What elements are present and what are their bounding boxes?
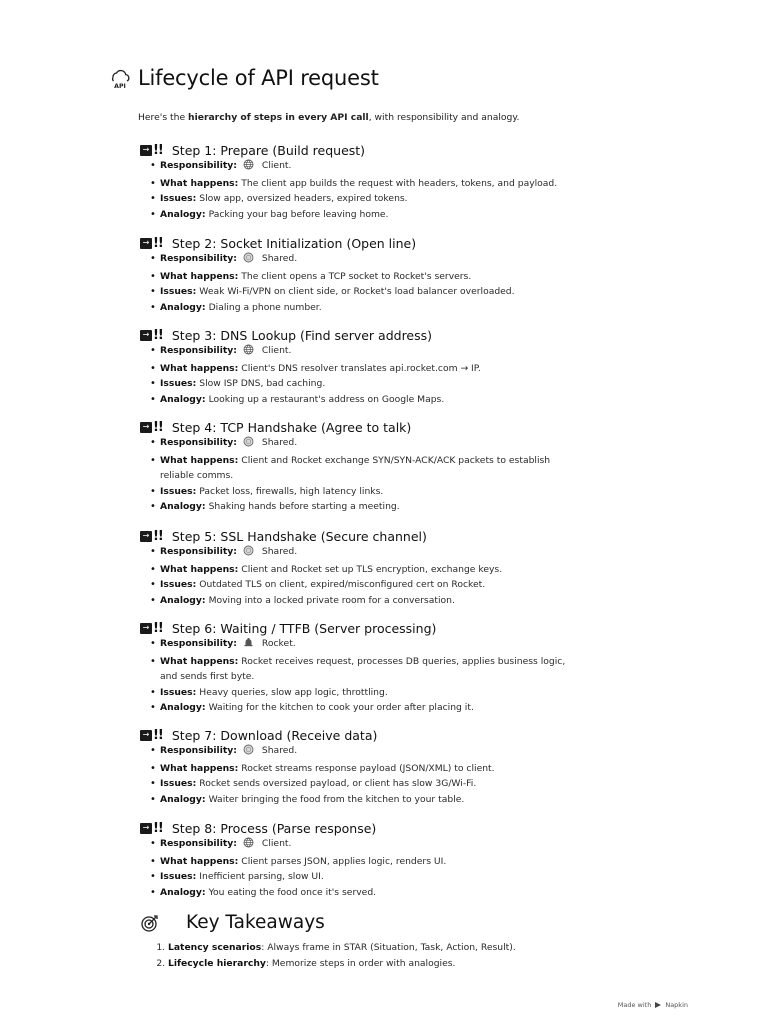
what-happens-item: • What happens: Rocket receives request, processes DB queries, applies business logic, and sends first byte. — [160, 654, 610, 685]
takeaways-header — [140, 912, 325, 933]
shared-circle-icon — [243, 252, 254, 269]
globe-icon — [243, 344, 254, 361]
step-7 — [140, 727, 610, 807]
step-heading — [140, 327, 610, 343]
what-happens-item: • What happens: Client and Rocket set up TLS encryption, exchange keys. — [160, 562, 610, 578]
step-title: Step 4: TCP Handshake (Agree to talk) — [171, 419, 412, 435]
responsibility-item: • Responsibility: Rocket. — [160, 636, 610, 654]
step-details — [140, 544, 610, 608]
step-8 — [140, 820, 610, 900]
intro-text: Here's the hierarchy of steps in every API call, with responsibility and analogy. — [138, 112, 520, 123]
arrow-right-icon: → — [140, 145, 152, 156]
step-title: Step 1: Prepare (Build request) — [171, 142, 366, 158]
analogy-item: • Analogy: Waiter bringing the food from the kitchen to your table. — [160, 792, 610, 808]
step-4 — [140, 419, 610, 515]
issues-item: • Issues: Slow app, oversized headers, expired tokens. — [160, 191, 610, 207]
shared-circle-icon — [243, 545, 254, 562]
what-happens-item: • What happens: The client app builds the request with headers, tokens, and payload. — [160, 176, 610, 192]
responsibility-item: • Responsibility: Client. — [160, 836, 610, 854]
issues-item: • Issues: Slow ISP DNS, bad caching. — [160, 376, 610, 392]
step-title: Step 6: Waiting / TTFB (Server processing) — [171, 620, 437, 636]
step-heading — [140, 528, 610, 544]
step-title: Step 2: Socket Initialization (Open line) — [171, 235, 417, 251]
svg-text:API: API — [114, 83, 126, 90]
step-title: Step 5: SSL Handshake (Secure channel) — [171, 528, 427, 544]
responsibility-item: • Responsibility: Client. — [160, 158, 610, 176]
footer-credit: Made with Napkin — [617, 1001, 688, 1009]
double-exclamation-icon: !! — [153, 142, 163, 158]
arrow-right-icon: → — [140, 823, 152, 834]
responsibility-item: • Responsibility: Shared. — [160, 743, 610, 761]
responsibility-item: • Responsibility: Shared. — [160, 544, 610, 562]
arrow-right-icon: → — [140, 422, 152, 433]
issues-item: • Issues: Outdated TLS on client, expired/misconfigured cert on Rocket. — [160, 577, 610, 593]
step-details — [140, 743, 610, 807]
globe-icon — [243, 159, 254, 176]
analogy-item: • Analogy: Waiting for the kitchen to cook your order after placing it. — [160, 700, 610, 716]
analogy-item: • Analogy: Looking up a restaurant's address on Google Maps. — [160, 392, 610, 408]
step-heading — [140, 620, 610, 636]
issues-item: • Issues: Inefficient parsing, slow UI. — [160, 869, 610, 885]
arrow-right-icon: → — [140, 623, 152, 634]
what-happens-item: • What happens: Client's DNS resolver translates api.rocket.com → IP. — [160, 361, 610, 377]
double-exclamation-icon: !! — [153, 327, 163, 343]
step-details — [140, 836, 610, 900]
takeaway-item: 1. Latency scenarios: Always frame in STAR (Situation, Task, Action, Result). — [168, 940, 516, 956]
responsibility-item: • Responsibility: Shared. — [160, 435, 610, 453]
step-heading — [140, 235, 610, 251]
step-1 — [140, 142, 610, 222]
double-exclamation-icon: !! — [153, 419, 163, 435]
title-row — [108, 66, 379, 90]
step-details — [140, 158, 610, 222]
step-heading — [140, 820, 610, 836]
double-exclamation-icon: !! — [153, 528, 163, 544]
arrow-right-icon: → — [140, 531, 152, 542]
step-heading — [140, 142, 610, 158]
what-happens-item: • What happens: Client and Rocket exchange SYN/SYN-ACK/ACK packets to establish reliable comms. — [160, 453, 610, 484]
bell-icon — [243, 637, 254, 654]
shared-circle-icon — [243, 436, 254, 453]
step-heading — [140, 727, 610, 743]
arrow-right-icon: → — [140, 730, 152, 741]
step-6 — [140, 620, 610, 716]
double-exclamation-icon: !! — [153, 235, 163, 251]
arrow-right-icon: → — [140, 330, 152, 341]
issues-item: • Issues: Heavy queries, slow app logic, throttling. — [160, 685, 610, 701]
shared-circle-icon — [243, 744, 254, 761]
cloud-api-icon — [108, 66, 132, 90]
globe-icon — [243, 837, 254, 854]
step-2 — [140, 235, 610, 315]
step-5 — [140, 528, 610, 608]
what-happens-item: • What happens: Rocket streams response payload (JSON/XML) to client. — [160, 761, 610, 777]
step-title: Step 3: DNS Lookup (Find server address) — [171, 327, 433, 343]
responsibility-item: • Responsibility: Client. — [160, 343, 610, 361]
what-happens-item: • What happens: The client opens a TCP socket to Rocket's servers. — [160, 269, 610, 285]
analogy-item: • Analogy: Dialing a phone number. — [160, 300, 610, 316]
step-title: Step 7: Download (Receive data) — [171, 727, 378, 743]
step-details — [140, 343, 610, 407]
analogy-item: • Analogy: Moving into a locked private room for a conversation. — [160, 593, 610, 609]
step-details — [140, 435, 610, 515]
issues-item: • Issues: Rocket sends oversized payload, or client has slow 3G/Wi-Fi. — [160, 776, 610, 792]
analogy-item: • Analogy: Packing your bag before leaving home. — [160, 207, 610, 223]
target-icon — [140, 913, 160, 933]
analogy-item: • Analogy: Shaking hands before starting a meeting. — [160, 499, 610, 515]
double-exclamation-icon: !! — [153, 620, 163, 636]
step-3 — [140, 327, 610, 407]
takeaway-item: 2. Lifecycle hierarchy: Memorize steps in order with analogies. — [168, 956, 516, 972]
step-heading — [140, 419, 610, 435]
step-details — [140, 636, 610, 716]
step-title: Step 8: Process (Parse response) — [171, 820, 377, 836]
responsibility-item: • Responsibility: Shared. — [160, 251, 610, 269]
double-exclamation-icon: !! — [153, 820, 163, 836]
takeaways-list — [148, 940, 516, 972]
takeaways-title: Key Takeaways — [186, 912, 325, 933]
analogy-item: • Analogy: You eating the food once it's served. — [160, 885, 610, 901]
issues-item: • Issues: Packet loss, firewalls, high latency links. — [160, 484, 610, 500]
step-details — [140, 251, 610, 315]
double-exclamation-icon: !! — [153, 727, 163, 743]
issues-item: • Issues: Weak Wi-Fi/VPN on client side, or Rocket's load balancer overloaded. — [160, 284, 610, 300]
arrow-right-icon: → — [140, 238, 152, 249]
what-happens-item: • What happens: Client parses JSON, applies logic, renders UI. — [160, 854, 610, 870]
page-title: Lifecycle of API request — [138, 66, 379, 90]
napkin-logo-icon — [654, 1001, 662, 1009]
